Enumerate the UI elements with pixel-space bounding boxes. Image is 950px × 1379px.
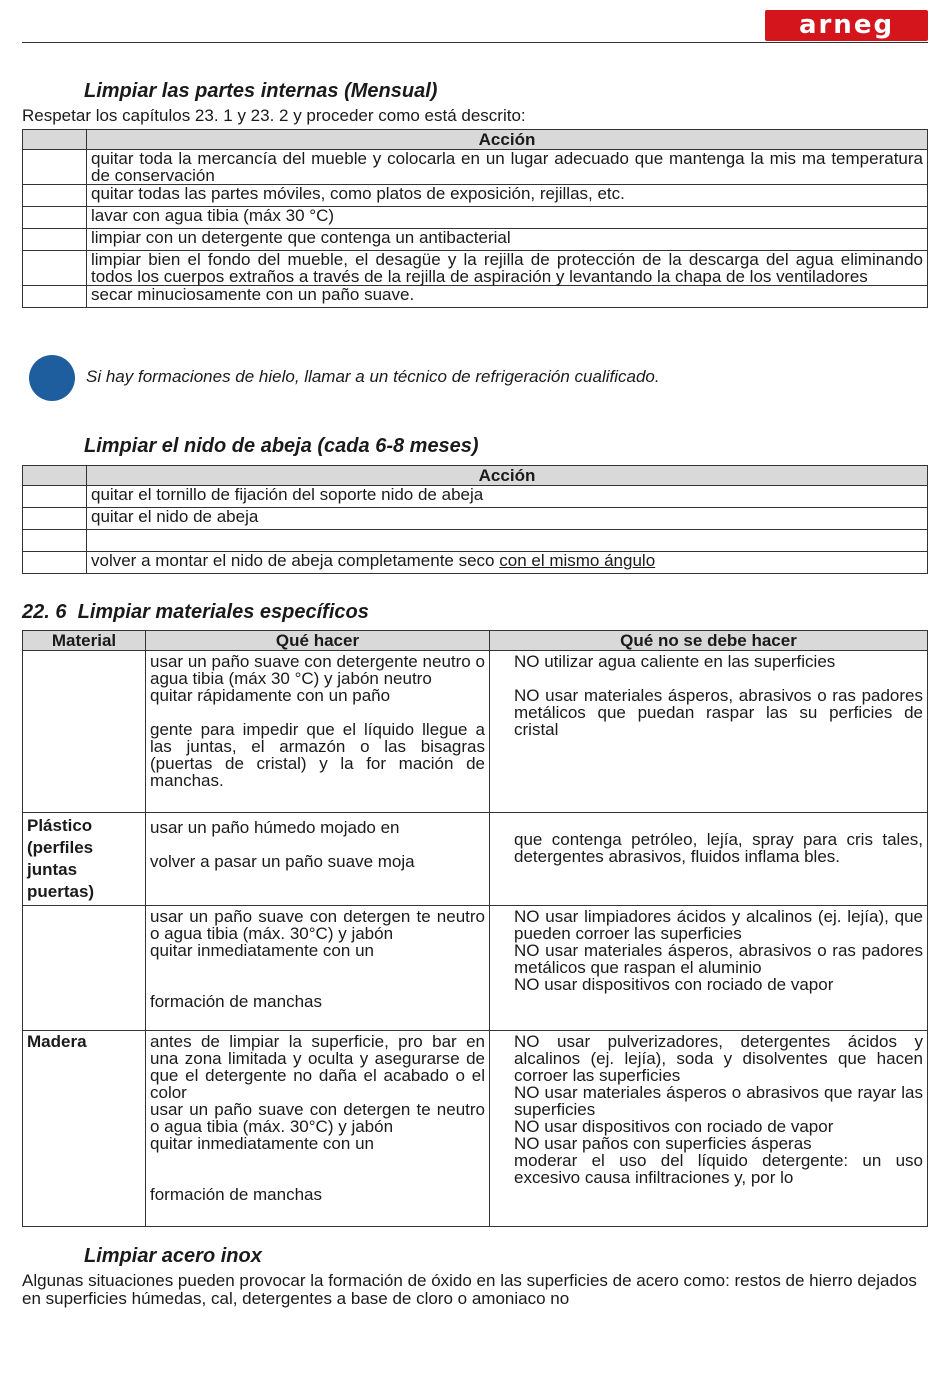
table-row: limpiar con un detergente que contenga un antibacterial (23, 229, 928, 251)
col-do: Qué hacer (146, 631, 490, 651)
inox-paragraph: Algunas situaciones pueden provocar la formación de óxido en las superficies de acero como: restos de hierro dejados en superficies húmedas, cal, detergentes a base de cloro o amoniaco no (22, 1271, 917, 1308)
table-row: limpiar bien el fondo del mueble, el desagüe y la rejilla de protección de la descarga del agua eliminando todos los cuerpos extraños a través de la rejilla de aspiración y levantando la chapa de los ventiladores (23, 251, 928, 286)
table-row (23, 530, 928, 552)
table-row: quitar el nido de abeja (23, 508, 928, 530)
table-row: secar minuciosamente con un paño suave. (23, 286, 928, 308)
table-header-accion: Acción (87, 130, 928, 150)
arneg-logo: arneg (765, 10, 928, 41)
table-row: lavar con agua tibia (máx 30 °C) (23, 207, 928, 229)
table-row: quitar toda la mercancía del mueble y colocarla en un lugar adecuado que mantenga la mis ma temperatura de conservación (23, 150, 928, 185)
action-table-internal (22, 129, 928, 308)
materials-table (22, 630, 928, 1227)
action-table-honeycomb (22, 465, 928, 574)
table-row: usar un paño suave con detergente neutro o agua tibia (máx 30 °C) y jabón neutro quitar rápidamente con un paño gente para impedir que el líquido llegue a las juntas, el armazón o las bisagras (puertas de cristal) y la for mación de manchas. NO utilizar agua caliente en las superficies NO usar materiales ásperos, abrasivos o ras padores metálicos que puedan raspar las su perficies de cristal (23, 651, 928, 813)
table-row: volver a montar el nido de abeja completamente seco con el mismo ángulo (23, 552, 928, 574)
header-divider (22, 42, 928, 43)
section-title-inox: Limpiar acero inox (84, 1245, 262, 1267)
table-row: quitar el tornillo de fijación del soporte nido de abeja (23, 486, 928, 508)
table-row: Plástico (perfiles juntas puertas) usar un paño húmedo mojado en volver a pasar un paño suave moja que contenga petróleo, lejía, spray para cris tales, detergentes abrasivos, fluidos inflama bles. (23, 813, 928, 906)
section-title-internal-cleaning: Limpiar las partes internas (Mensual) (84, 80, 438, 102)
col-material: Material (23, 631, 146, 651)
col-dont: Qué no se debe hacer (490, 631, 928, 651)
ice-warning-note: Si hay formaciones de hielo, llamar a un técnico de refrigeración cualificado. (86, 367, 660, 386)
note-circle-icon (29, 355, 75, 401)
table-row: Madera antes de limpiar la superficie, pro bar en una zona limitada y oculta y asegurarse de que el detergente no daña el acabado o el color usar un paño suave con detergen te neutro o agua tibia (máx. 30°C) y jabón quitar inmediatamente con un formación de manchas NO usar pulverizadores, detergentes ácidos y alcalinos (ej. lejía), soda y disolventes que hacen corroer las superficies NO usar materiales ásperos o abrasivos que rayar las superficies NO usar dispositivos con rociado de vapor NO usar paños con superficies ásperas moderar el uso del líquido detergente: un uso excesivo causa infiltraciones y, por lo (23, 1031, 928, 1227)
table-header-accion: Acción (87, 466, 928, 486)
table-row: usar un paño suave con detergen te neutro o agua tibia (máx. 30°C) y jabón quitar inmediatamente con un formación de manchas NO usar limpiadores ácidos y alcalinos (ej. lejía), que pueden corroer las superficies NO usar materiales ásperos, abrasivos o ras padores metálicos que raspan el aluminio NO usar dispositivos con rociado de vapor (23, 906, 928, 1031)
table-row: quitar todas las partes móviles, como platos de exposición, rejillas, etc. (23, 185, 928, 207)
underlined-angle: con el mismo ángulo (499, 551, 656, 570)
section-title-honeycomb: Limpiar el nido de abeja (cada 6-8 meses) (84, 435, 479, 457)
section-intro: Respetar los capítulos 23. 1 y 23. 2 y proceder como está descrito: (22, 106, 526, 125)
section-title-materials: 22. 6 Limpiar materiales específicos (22, 601, 369, 623)
